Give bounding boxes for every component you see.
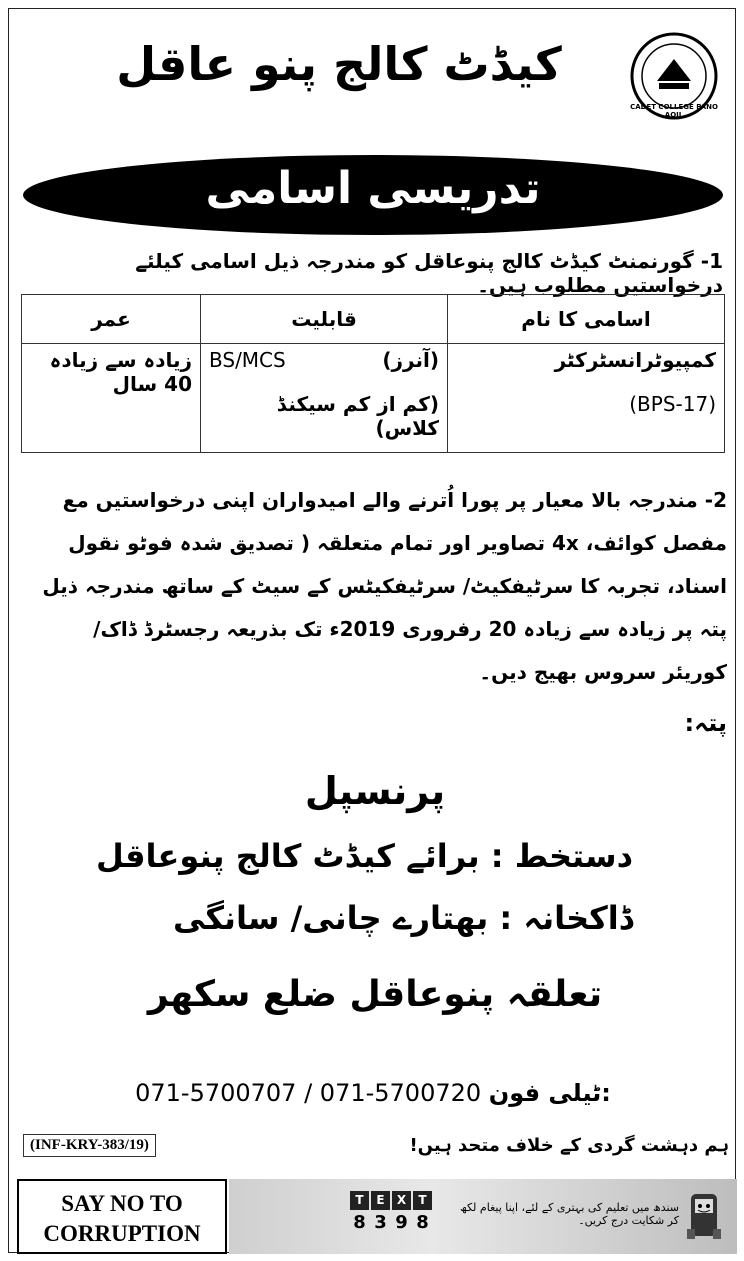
sms-digit: 3	[374, 1212, 387, 1233]
anti-terror-slogan: ہم دہشت گردی کے خلاف متحد ہیں!	[409, 1135, 729, 1156]
banner-title: تدریسی اسامی	[205, 163, 541, 214]
phone-mascot-icon	[679, 1189, 729, 1244]
strip-message: سندھ میں تعلیم کی بہتری کے لئے، اپنا پیغام لکھ کر شکایت درج کریں۔	[460, 1201, 679, 1227]
text-key: T	[350, 1191, 369, 1210]
college-logo	[629, 31, 719, 121]
table-row	[22, 344, 725, 453]
paragraph-1: 1- گورنمنٹ کیڈٹ کالج پنوعاقل کو مندرجہ ذیل اسامی کیلئے درخواستیں مطلوب ہیں۔	[135, 249, 723, 297]
header-age: عمر	[22, 295, 201, 344]
sms-digit: 9	[395, 1212, 408, 1233]
qualification-hons: (آنرز)	[382, 348, 439, 372]
sms-digit: 8	[353, 1212, 366, 1233]
header-qualification: قابلیت	[201, 295, 448, 344]
sms-digit: 8	[416, 1212, 429, 1233]
logo-caption: CADET COLLEGE PANO AQIL	[630, 103, 718, 119]
phone-line	[23, 1079, 723, 1107]
age-limit: زیادہ سے زیادہ 40 سال	[49, 348, 192, 396]
phone-label: ٹیلی فون:	[488, 1079, 611, 1107]
inf-code: (INF-KRY-383/19)	[23, 1134, 156, 1157]
advertisement-page	[8, 8, 736, 1253]
say-no-line-1: SAY NO TO	[61, 1191, 183, 1216]
text-key: T	[413, 1191, 432, 1210]
sms-complaint-strip	[229, 1179, 737, 1254]
address-taluka: تعلقہ پنوعاقل ضلع سکھر	[147, 974, 603, 1015]
say-no-line-2: CORRUPTION	[43, 1221, 201, 1246]
principal-title: پرنسپل	[304, 769, 446, 813]
text-key: X	[392, 1191, 411, 1210]
qualification-degree: BS/MCS	[209, 348, 286, 372]
table-header-row	[22, 295, 725, 344]
qualification-class: (کم از کم سیکنڈ کلاس)	[276, 392, 439, 440]
address-line-1: دستخط : برائے کیڈٹ کالج پنوعاقل	[96, 837, 633, 875]
say-no-corruption-box	[17, 1179, 227, 1254]
paragraph-2: 2- مندرجہ بالا معیار پر پورا اُترنے والے امیدواران اپنی درخواستیں مع مفصل کوائف، 4x تصاویر اور تمام متعلقہ ( تصدیق شدہ فوٹو نقول اسناد، تجربہ کا سرٹیفکیٹ/ سرٹیفکیٹس کے سیٹ کے ساتھ مندرجہ ذیل پتہ پر زیادہ سے زیادہ 20 رفروری 2019ء تک بذریعہ رجسٹرڈ ڈاک/ کوریئر سروس بھیج دیں۔	[42, 488, 727, 684]
address-line-2: ڈاکخانہ : بھتارے چانی/ سانگی	[172, 899, 633, 937]
phone-numbers: 071-5700707 / 071-5700720	[135, 1079, 482, 1107]
text-8398-box	[349, 1189, 439, 1239]
post-bps: (BPS-17)	[629, 392, 716, 416]
posts-table	[21, 294, 725, 453]
college-title: کیڈٹ کالج پنو عاقل	[116, 37, 562, 91]
address-label: پتہ:	[684, 709, 727, 737]
post-name: کمپیوٹرانسٹرکٹر	[554, 348, 716, 372]
header-post: اسامی کا نام	[448, 295, 725, 344]
text-key: E	[371, 1191, 390, 1210]
